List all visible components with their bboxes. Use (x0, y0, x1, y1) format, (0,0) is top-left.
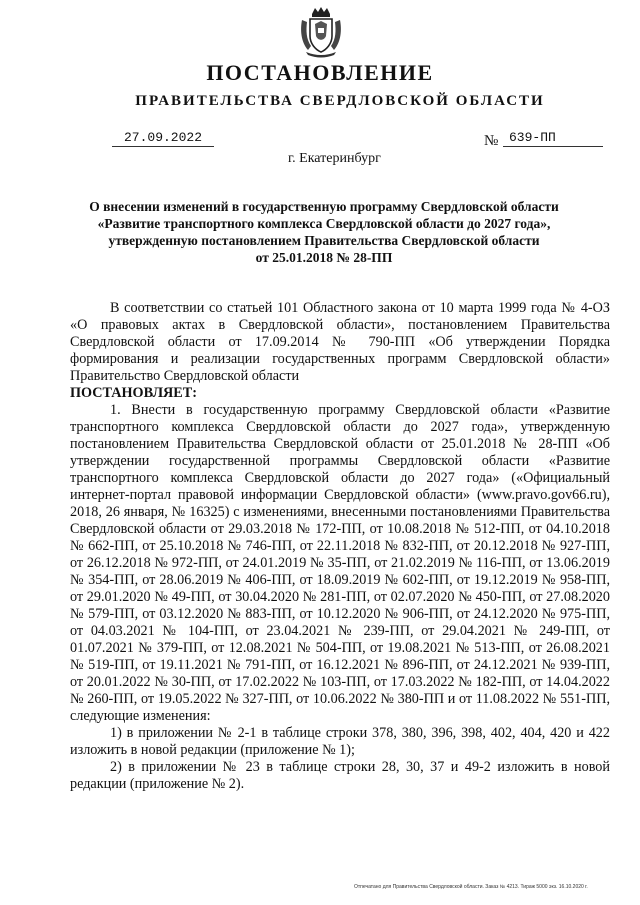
document-date: 27.09.2022 (112, 130, 214, 147)
document-number: 639-ПП (503, 130, 603, 147)
subitem-2-paragraph: 2) в приложении № 23 в таблице строки 28, 30, 37 и 49-2 изложить в новой редакции (приложение № 2). (70, 759, 610, 792)
print-footer-note: Отпечатано для Правительства Свердловской области. Заказ № 4213. Тираж 5000 экз. 16.10.2020 г. (354, 884, 588, 890)
title-line: О внесении изменений в государственную программу Свердловской области (89, 199, 559, 214)
document-issuer: ПРАВИТЕЛЬСТВА СВЕРДЛОВСКОЙ ОБЛАСТИ (135, 93, 545, 109)
document-type: ПОСТАНОВЛЕНИЕ (206, 60, 434, 85)
title-line: «Развитие транспортного комплекса Свердловской области до 2027 года», (97, 216, 551, 231)
document-title (60, 198, 588, 266)
decree-heading: ПОСТАНОВЛЯЕТ: (70, 385, 197, 401)
title-line: утвержденную постановлением Правительства Свердловской области (108, 233, 540, 248)
subitem-1-paragraph: 1) в приложении № 2-1 в таблице строки 378, 380, 396, 398, 402, 404, 420 и 422 изложить в новой редакции (приложение № 1); (70, 725, 610, 758)
document-city: г. Екатеринбург (288, 151, 381, 166)
title-line: от 25.01.2018 № 28-ПП (255, 250, 393, 265)
coat-of-arms-icon (298, 6, 344, 58)
document-body (70, 300, 610, 793)
preamble-paragraph: В соответствии со статьей 101 Областного закона от 10 марта 1999 года № 4-ОЗ «О правовых актах в Свердловской области», постановлением Правительства Свердловской области от 17.09.2014 № 790-ПП «Об утверждении Порядка формирования и реализации государственных программ Свердловской области» Правительство Свердловской области (70, 300, 610, 384)
number-sign: № (484, 133, 499, 149)
item-1-paragraph: 1. Внести в государственную программу Свердловской области «Развитие транспортного комплекса Свердловской области до 2027 года», утвержденную постановлением Правительства Свердловской области от 25.01.2018 № 28-ПП «Об утверждении государственной программы Свердловской области «Развитие транспортного комплекса Свердловской области до 2027 года» («Официальный интернет-портал правовой информации Свердловской области» (www.pravo.gov66.ru), 2018, 26 января, № 16325) с изменениями, внесенными постановлениями Правительства Свердловской области от 29.03.2018 № 172-ПП, от 10.08.2018 № 512-ПП, от 04.10.2018 № 662-ПП, от 25.10.2018 № 746-ПП, от 22.11.2018 № 832-ПП, от 20.12.2018 № 927-ПП, от 26.12.2018 № 972-ПП, от 24.01.2019 № 35-ПП, от 21.02.2019 № 116-ПП, от 13.06.2019 № 354-ПП, от 28.06.2019 № 406-ПП, от 18.09.2019 № 602-ПП, от 19.12.2019 № 958-ПП, от 29.01.2020 № 49-ПП, от 30.04.2020 № 281-ПП, от 02.07.2020 № 450-ПП, от 27.08.2020 № 579-ПП, от 03.12.2020 № 883-ПП, от 10.12.2020 № 906-ПП, от 24.12.2020 № 975-ПП, от 04.03.2021 № 104-ПП, от 23.04.2021 № 239-ПП, от 29.04.2021 № 249-ПП, от 01.07.2021 № 379-ПП, от 12.08.2021 № 504-ПП, от 19.08.2021 № 513-ПП, от 26.08.2021 № 519-ПП, от 19.11.2021 № 791-ПП, от 16.12.2021 № 896-ПП, от 24.12.2021 № 939-ПП, от 20.01.2022 № 30-ПП, от 17.02.2022 № 103-ПП, от 17.03.2022 № 182-ПП, от 14.04.2022 № 260-ПП, от 19.05.2022 № 327-ПП, от 10.06.2022 № 380-ПП и от 11.08.2022 № 551-ПП, следующие изменения: (70, 402, 610, 724)
